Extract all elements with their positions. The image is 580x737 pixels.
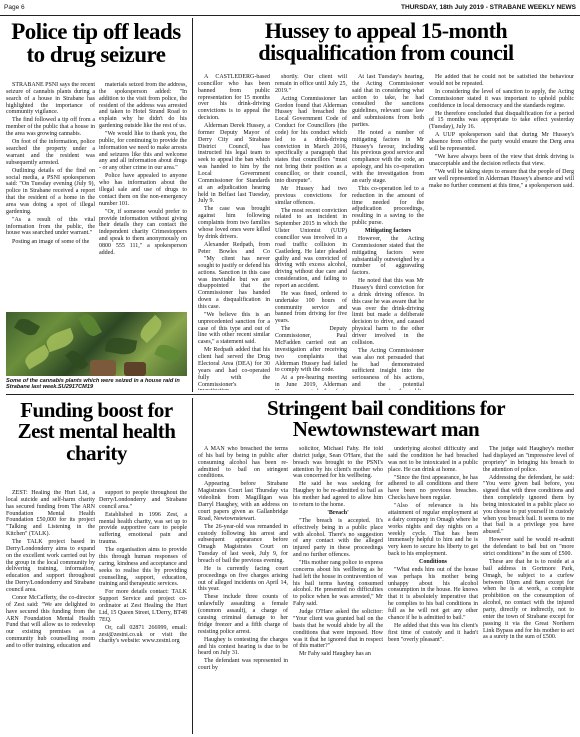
paragraph: "As a result of this vital information from the public, the house was searched under warrant."	[6, 216, 95, 237]
paragraph: The TALK project based in Derry/Londonderry aims to expand on the excellent work carried out by the group in the local community by delivering training, information, education and support throughout the Derry/Londonderry and Strabane council area.	[6, 539, 95, 593]
drugs-headline: Police tip off leads to drug seizure	[11, 19, 181, 68]
paragraph: The find followed a tip off from a member of the public that a house in the area was growing cannabis.	[6, 117, 95, 138]
bail-col-3	[388, 446, 478, 734]
funding-col-1	[6, 490, 95, 734]
paragraph: He therefore concluded that disqualification for a period of 15 months was appropriate to take effect yesterday (Tuesday), July 16.	[429, 110, 574, 131]
paragraph: In considering the level of sanction to apply, the Acting Commissioner stated it was important to uphold public confidence in local democracy and the standards regime.	[429, 88, 574, 109]
paragraph: He added that he could not be satisfied the behaviour would not be repeated.	[429, 74, 574, 87]
paragraph: A MAN who breached the terms of his bail by being in public after consuming alcohol has been re-admitted to bail on stringent conditions.	[198, 446, 288, 480]
page-folio	[0, 2, 580, 16]
hussey-col-3	[275, 74, 347, 390]
paragraph: Alderman Derek Hussey, a former Deputy Mayor of Derry City and Strabane District Council, has instructed his legal team to seek to appeal the ban which was handed to him by the Local Government Commissioner for Standards at an adjudication hearing held in Belfast last Tuesday, July 9.	[198, 123, 270, 205]
subheading: 'Breach'	[327, 509, 349, 516]
paragraph: However said he would re-admit the defendant to bail but on "more strict conditions" in the sum of £500.	[483, 537, 574, 558]
photo-caption: Some of the cannabis plants which were seized in a house raid in Strabane last week.SU2917CM19	[6, 378, 180, 391]
paragraph: Mr Fahy said Haughey has an	[299, 651, 371, 658]
page-number: Page 6	[4, 4, 25, 11]
paragraph: "We believe this is an unprecedented sanction for a case of this type and out of line with other recent similar cases," a statement said.	[198, 311, 270, 346]
paragraph: Established in 1996 Zest, a mental health charity, was set up to provide supportive care to people suffering emotional pain and trauma.	[99, 511, 187, 546]
paragraph: STRABANE PSNI says the recent seizure of cannabis plants during a search of a house in Strabane has highlighted the importance of community vigilance.	[6, 82, 95, 116]
bail-col-1	[198, 446, 288, 734]
paragraph: He is currently facing court proceedings on five charges arising out of alleged incidents on April 14, this year.	[198, 565, 288, 593]
paragraph: Alexander Redpath, from Peter Bowles and Co	[198, 241, 270, 254]
paragraph: The case was brought against him following complaints from two families whose loved ones were killed by drink drivers.	[198, 206, 270, 240]
paragraph: He noted that this was Mr Hussey's third conviction for a drink driving offence. In this case he was aware that he was over the drink-driving limit but made a deliberate decision to drive, and caused physical harm to the other driver involved in the collision.	[352, 278, 424, 346]
paragraph: "His mother rang police to express concerns about his wellbeing as he had left the house in contravention of his bail terms having consumed alcohol. He presented no difficulties to police when he was arrested," Mr Fahy said.	[293, 560, 383, 608]
paragraph: Mr Redpath added that his client had served the Drug Electoral Area (DEA) for 30 years and had co-operated fully with the Commissioner's	[198, 347, 270, 388]
paragraph: "The breach is accepted. It's effectively being in a public place with alcohol. There's no suggestion of any contact with the alleged injured party in these proceedings and no further offences.	[293, 517, 383, 559]
paragraph: The defendant was represented in court by	[198, 658, 288, 672]
paragraph: However, the Acting Commissioner stated that the mitigating factors were substantially outweighed by a number of aggravating factors.	[352, 235, 424, 277]
paragraph: materials seized from the address, the spokesperson added: "In addition to the visit from police, the resident of the address was arrested and taken to Hotel Strand Road to explain why he didn't do his gardening outside like the rest of us.	[99, 82, 187, 130]
dateline: THURSDAY, 18th July 2019 - STRABANE WEEKLY NEWS	[401, 4, 576, 11]
bail-col-4	[483, 446, 574, 734]
paragraph: The judge said Haughey's mother had displayed an "impressive level of propriety" in bringing his breach to the attention of police.	[483, 446, 574, 473]
paragraph: These are that he is to reside at a bail address in Gortmore Park, Omagh, be subject to a curfew between 10pm and 8am except for when he is at work, a complete prohibition on the consumption of alcohol, no contact with the injured party, directly or indirectly, not to enter the town of Strabane except for passing it via the Great Northern Link Bypass and for his mother to act as a surety in the sum of £500.	[483, 559, 574, 641]
paragraph: ZEST: Healing the Hurt Ltd, a local suicide and self-harm charity has secured funding from The ARN Foundation Mental Health Foundation £50,000 for its project "Talking and Listening in the Kitchen" (TALK).	[6, 490, 95, 538]
paragraph: These include three counts of unlawfully assaulting a female (common assault), a charge of causing criminal damage to her fridge freezer and a fifth charge of resisting police arrest.	[198, 594, 288, 635]
hussey-headline: Hussey to appeal 15-month disqualification from council	[258, 18, 514, 66]
cannabis-plants-photo	[6, 312, 187, 376]
funding-headline: Funding boost for Zest mental health charity	[17, 398, 176, 465]
paragraph: "Or, if someone would prefer to provide information without giving their details they can contact the independent charity Crimestoppers and speak to them anonymously on 0800 555 111," a spokesperson added.	[99, 208, 187, 256]
paragraph: "We have always been of the view that drink driving is unacceptable and the decision reflects that view.	[429, 154, 574, 167]
paragraph: The 26-year-old was remanded in custody following his arrest and subsequent appearance before Omagh Magistrates Court on Tuesday of last week, July 9, for breach of bail the previous evening.	[198, 523, 288, 564]
paragraph: "What ends him out of the house was perhaps his mother being unhappy about his alcohol consumption in the house. He knows that it is absolutely imperative that he complies to his bail conditions in full as he will not get any other chance if he is admitted to bail."	[388, 566, 478, 621]
paragraph: Mr Hussey had two previous convictions for similar offences.	[275, 185, 347, 206]
subheading: Conditions	[418, 559, 447, 566]
paragraph: The Deputy Commissioner, Paul McFadden carried out an investigation after receiving two complaints that Alderman Hussey had failed to comply with the code.	[275, 326, 347, 374]
paragraph: On foot of the information, police searched the property under a warrant and the resident was subsequently arrested.	[6, 139, 95, 166]
paragraph: He was fined, ordered to undertake 100 hours of community service and banned from driving for five years.	[275, 290, 347, 325]
paragraph: "My client has never sought to justify or defend his actions. Sanction in this case was inevitable but we are disappointed that the Commissioner has handed down a disqualification in this case.	[198, 256, 270, 310]
paragraph: underlying alcohol difficulty and said the condition he had breached was not to be intoxicated in a public place. He can drink at home.	[388, 446, 478, 473]
paragraph: A CASTLEDERG-based councillor who has been banned from public representation for 15 months over his drink-driving convictions is to appeal the decision.	[198, 74, 270, 122]
paragraph: "Since the first appearance, he has adhered to all conditions and there have been no previous breaches. Checks have been regular.	[388, 474, 478, 502]
hussey-col-4	[352, 74, 424, 390]
hussey-col-2	[198, 256, 270, 390]
paragraph: solicitor, Michael Fahy. He told district judge, Sean O'Hare, that the breach was brought to the PSNI's attention by his client's mother who was concerned for his wellbeing.	[293, 446, 383, 480]
paragraph: Posting an image of some of the	[12, 238, 90, 245]
paragraph: At a pre-hearing meeting in June 2019, Alderman	[275, 375, 347, 389]
paragraph: The most recent conviction related to an incident in September 2015 in which the Ulster Unionist (UUP) councillor was involved in a road traffic collision in Castlederg. He later pleaded guilty and was convicted of driving with excess alcohol, driving without due care and consideration, and failing to report an accident.	[275, 207, 347, 289]
hussey-col-5	[429, 74, 574, 390]
paragraph: Judge O'Hare asked the solicitor: "Your client was granted bail on the basis that he would abide by all the conditions that were imposed. How was it that he ignored that in respect of this matter?"	[293, 609, 383, 650]
paragraph: Acting Commissioner Ian Gordon found that Alderman Hussey had breached the Local Government Code of Conduct for Councillors (the code) for his conduct which led to a drink-driving conviction in March 2016, specifically a paragraph that states that councillors "must not bring their position as a councillor, or their council, into disrepute".	[275, 95, 347, 184]
paragraph: "We would like to thank you, the public, for continuing to provide the information we need to make arrests and seizures like this and welcome any and all information about drugs - or any other crime in our area."	[99, 131, 187, 172]
bail-col-2	[293, 446, 383, 734]
paragraph: Outlining details of the find on social media, a PSNI spokesperson said: "On Tuesday evening (July 9), police in Strabane received a report that the resident of a home in the area was doing a spot of illegal gardening.	[6, 167, 95, 215]
paragraph: The organisation aims to provide this through human responses of caring, kindness and acceptance and seeks to realise this by providing counselling, support, education, training and therapeutic services.	[99, 547, 187, 588]
paragraph: Appearing before Strabane Magistrates Court last Thursday via videolink from Magilligan was Darryl Haughey, with an address on court papers given as Gallanbridge Road, Newtownstewart.	[198, 481, 288, 522]
paragraph: Conor McCafferty, the co-director of Zest said: "We are delighted to have secured this funding from the ARN Foundation Mental Health Fund that will allow us to redevelop our existing premises as a community hub counselling room and to offer training, education and	[6, 595, 95, 649]
bail-headline: Stringent bail conditions for Newtownstewart man	[266, 396, 506, 442]
paragraph: Addressing the defendant, he said: "You were given bail before, you signed that with three conditions and then completely ignored them by being intoxicated in a public place so you choose to put yourself in custody when you breach bail. It seems to me that bail is a privilege you have abused."	[483, 474, 574, 536]
paragraph: Police have appealed to anyone who has information about the illegal sale and use of drugs to contact them on the non-emergency number 101.	[99, 173, 187, 207]
paragraph: "We will be taking steps to ensure that the people of Derg are well represented in Alderman Hussey's absence and will make no further comment at this time," a spokesperson said.	[429, 168, 574, 189]
paragraph: He added that this was his client's first time of custody and it hadn't been "overly pleasant".	[388, 622, 478, 643]
paragraph: support to people throughout the Derry/Londonderry and Strabane council area."	[99, 490, 187, 510]
drugs-col-2	[99, 82, 187, 310]
funding-col-2	[99, 490, 187, 734]
paragraph: A UUP spokesperson said that during Mr Hussey's absence from office the party would ensure the Derg area will be represented.	[429, 132, 574, 152]
paragraph: shortly. Our client will remain in office until July 25, 2019."	[275, 74, 347, 94]
paragraph: He noted a number of mitigating factors in Mr Hussey's favour, including his previous good service and compliance with the code, an apology, and his co-operation with the investigation from an early stage.	[352, 129, 424, 184]
subheading: Mitigating factors	[364, 228, 412, 235]
paragraph: "Also of relevance is his attainment of regular employment at a dairy company in Omagh where he works nights and day nights on a weekly cycle. That has been immensely helpful to him and he is very keen to secure his liberty to get back to his employment.	[388, 503, 478, 558]
paragraph: For more details contact: TALK Support Service and project co-ordinator at Zest Healing the Hurt Ltd, 15 Queen Street, L'Derry, BT48 7EQ.	[99, 589, 187, 623]
paragraph: Or, call 02871 266999, email: zest@zestni.co.uk or visit the charity's website: www.zestni.org	[99, 624, 187, 645]
paragraph: This co-operation led to a reduction in the amount of time needed for the adjudication proceedings, resulting in a saving to the public purse.	[352, 185, 424, 227]
paragraph: At last Tuesday's hearing, the Acting Commissioner said that in considering what action to take, he had consulted the sanctions guidelines, relevant case law and submissions from both parties.	[352, 74, 424, 128]
hussey-col-1	[198, 74, 270, 254]
paragraph: The Acting Commissioner was also not persuaded that he had demonstrated sufficient insight into the seriousness of his actions, and the potential	[352, 347, 424, 389]
paragraph: Haughey is contesting the charges and his contest hearing is due to be heard on July 31.	[198, 636, 288, 657]
paragraph: He said he was seeking for Haughey to be re-admitted to bail as his mother had agreed to allow him to return to the home.	[293, 481, 383, 508]
drugs-col-1	[6, 82, 95, 310]
